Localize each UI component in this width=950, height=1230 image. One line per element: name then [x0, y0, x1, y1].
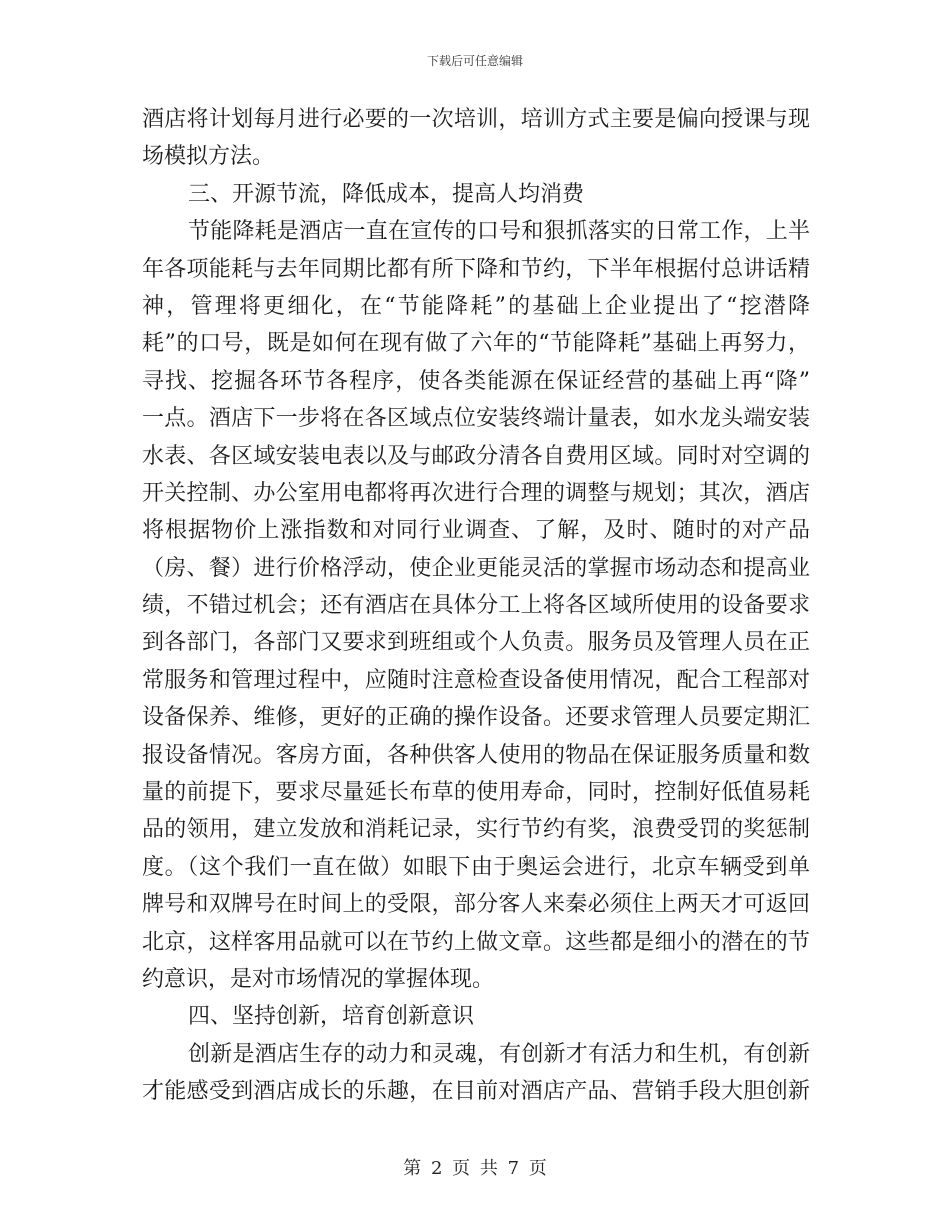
text-line: 开关控制、办公室用电都将再次进行合理的调整与规划；其次，酒店: [142, 480, 810, 506]
text-line: 水表、各区域安装电表以及与邮政分清各自费用区域。同时对空调的: [142, 443, 810, 469]
page-number: 第 2 页 共 7 页: [403, 1158, 547, 1179]
text-line: （房、餐）进行价格浮动，使企业更能灵活的掌握市场动态和提高业: [142, 555, 810, 581]
text-line: 创新是酒店生存的动力和灵魂，有创新才有活力和生机，有创新: [188, 1041, 810, 1067]
text-line: 寻找、挖掘各环节各程序，使各类能源在保证经营的基础上再“降”: [142, 368, 810, 394]
text-line: 才能感受到酒店成长的乐趣，在目前对酒店产品、营销手段大胆创新: [142, 1079, 810, 1105]
text-line: 一点。酒店下一步将在各区域点位安装终端计量表，如水龙头端安装: [142, 406, 810, 432]
text-line: 到各部门，各部门又要求到班组或个人负责。服务员及管理人员在正: [142, 630, 810, 656]
text-line: 耗”的口号，既是如何在现有做了六年的“节能降耗”基础上再努力，: [142, 331, 810, 357]
text-line: 量的前提下，要求尽量延长布草的使用寿命，同时，控制好低值易耗: [142, 780, 810, 806]
text-line: 牌号和双牌号在时间上的受限，部分客人来秦必须住上两天才可返回: [142, 892, 810, 918]
text-line: 四、坚持创新，培育创新意识: [188, 1004, 475, 1030]
text-line: 节能降耗是酒店一直在宣传的口号和狠抓落实的日常工作，上半: [188, 219, 810, 245]
text-line: 品的领用，建立发放和消耗记录，实行节约有奖，浪费受罚的奖惩制: [142, 817, 810, 843]
page-header: 下载后可任意编辑: [426, 54, 523, 68]
text-line: 三、开源节流，降低成本，提高人均消费: [188, 181, 585, 207]
text-line: 北京，这样客用品就可以在节约上做文章。这些都是细小的潜在的节: [142, 929, 810, 955]
text-line: 将根据物价上涨指数和对同行业调查、了解，及时、随时的对产品: [142, 518, 810, 544]
text-line: 约意识，是对市场情况的掌握体现。: [142, 966, 495, 992]
text-line: 场模拟方法。: [142, 144, 275, 170]
text-line: 报设备情况。客房方面，各种供客人使用的物品在保证服务质量和数: [142, 742, 810, 768]
text-line: 设备保养、维修，更好的正确的操作设备。还要求管理人员要定期汇: [142, 705, 810, 731]
text-line: 度。（这个我们一直在做）如眼下由于奥运会进行，北京车辆受到单: [142, 854, 810, 880]
text-line: 神，管理将更细化，在“节能降耗”的基础上企业提出了“挖潜降: [142, 293, 810, 319]
text-line: 常服务和管理过程中，应随时注意检查设备使用情况，配合工程部对: [142, 667, 810, 693]
document-body: [142, 101, 810, 1111]
text-line: 绩，不错过机会；还有酒店在具体分工上将各区域所使用的设备要求: [142, 593, 810, 619]
text-line: 酒店将计划每月进行必要的一次培训，培训方式主要是偏向授课与现: [142, 107, 810, 132]
text-line: 年各项能耗与去年同期比都有所下降和节约，下半年根据付总讲话精: [142, 256, 810, 282]
